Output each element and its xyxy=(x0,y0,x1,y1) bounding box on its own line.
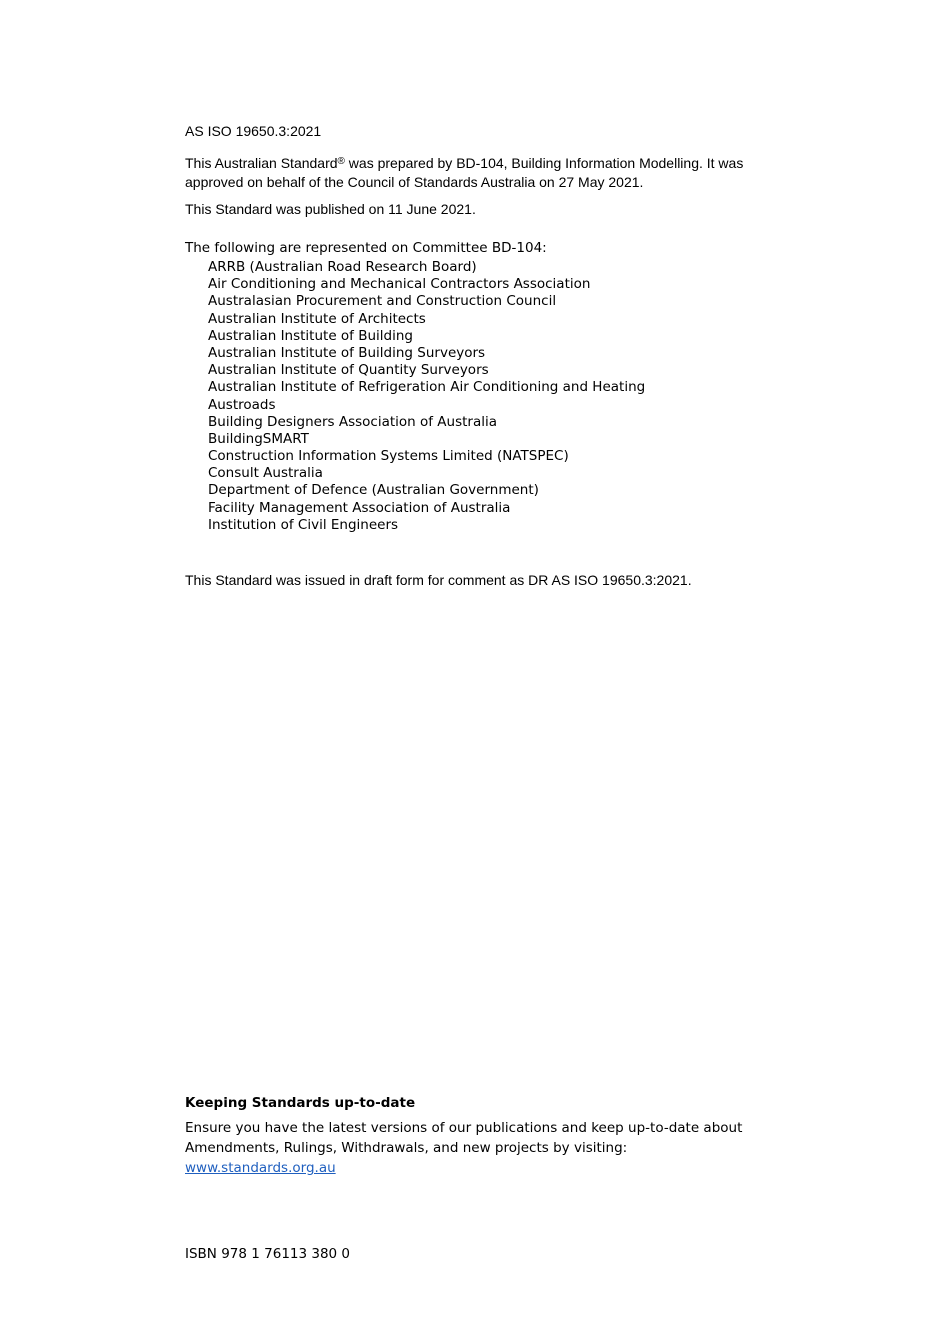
committee-member: Department of Defence (Australian Government) xyxy=(208,482,539,499)
committee-member: ARRB (Australian Road Research Board) xyxy=(208,259,477,275)
keeping-line-1: Ensure you have the latest versions of our publications and keep up-to-date about xyxy=(185,1120,743,1136)
preparation-rest: was prepared by BD-104, Building Information Modelling. It was xyxy=(344,155,744,171)
committee-member: Air Conditioning and Mechanical Contractors Association xyxy=(208,276,591,293)
committee-member: Institution of Civil Engineers xyxy=(208,516,399,533)
committee-member: Australian Institute of Quantity Surveyors xyxy=(208,362,489,379)
committee-member: Australasian Procurement and Construction Council xyxy=(208,293,557,310)
registered-mark: ® xyxy=(337,156,345,167)
standard-id: AS ISO 19650.3:2021 xyxy=(185,123,322,139)
isbn: ISBN 978 1 76113 380 0 xyxy=(185,1246,351,1262)
committee-member: Consult Australia xyxy=(208,465,323,482)
committee-member: Australian Institute of Architects xyxy=(208,310,426,327)
committee-member: Australian Institute of Building xyxy=(208,327,413,344)
committee-member: BuildingSMART xyxy=(208,430,309,447)
committee-member: Australian Institute of Building Surveyors xyxy=(208,344,486,361)
committee-member: Construction Information Systems Limited (NATSPEC) xyxy=(208,448,569,465)
standards-website-link[interactable]: www.standards.org.au xyxy=(185,1160,336,1176)
committee-member: Facility Management Association of Australia xyxy=(208,499,511,516)
committee-member: Australian Institute of Refrigeration Air Conditioning and Heating xyxy=(208,379,646,396)
keeping-line-2: Amendments, Rulings, Withdrawals, and new projects by visiting: xyxy=(185,1140,628,1156)
draft-note: This Standard was issued in draft form for comment as DR AS ISO 19650.3:2021. xyxy=(185,572,692,588)
keeping-up-to-date-heading: Keeping Standards up-to-date xyxy=(185,1095,416,1111)
committee-heading: The following are represented on Committee BD-104: xyxy=(185,240,547,256)
preparation-paragraph xyxy=(185,154,743,192)
published-date: This Standard was published on 11 June 2021. xyxy=(185,201,476,217)
committee-member: Building Designers Association of Australia xyxy=(208,413,498,430)
committee-member-list xyxy=(208,259,645,534)
committee-member: Austroads xyxy=(208,396,276,413)
keeping-up-to-date-body xyxy=(185,1118,742,1178)
preparation-line-1 xyxy=(185,154,743,173)
preparation-prefix: This Australian Standard xyxy=(185,155,338,171)
preparation-line-2: approved on behalf of the Council of Standards Australia on 27 May 2021. xyxy=(185,174,644,190)
